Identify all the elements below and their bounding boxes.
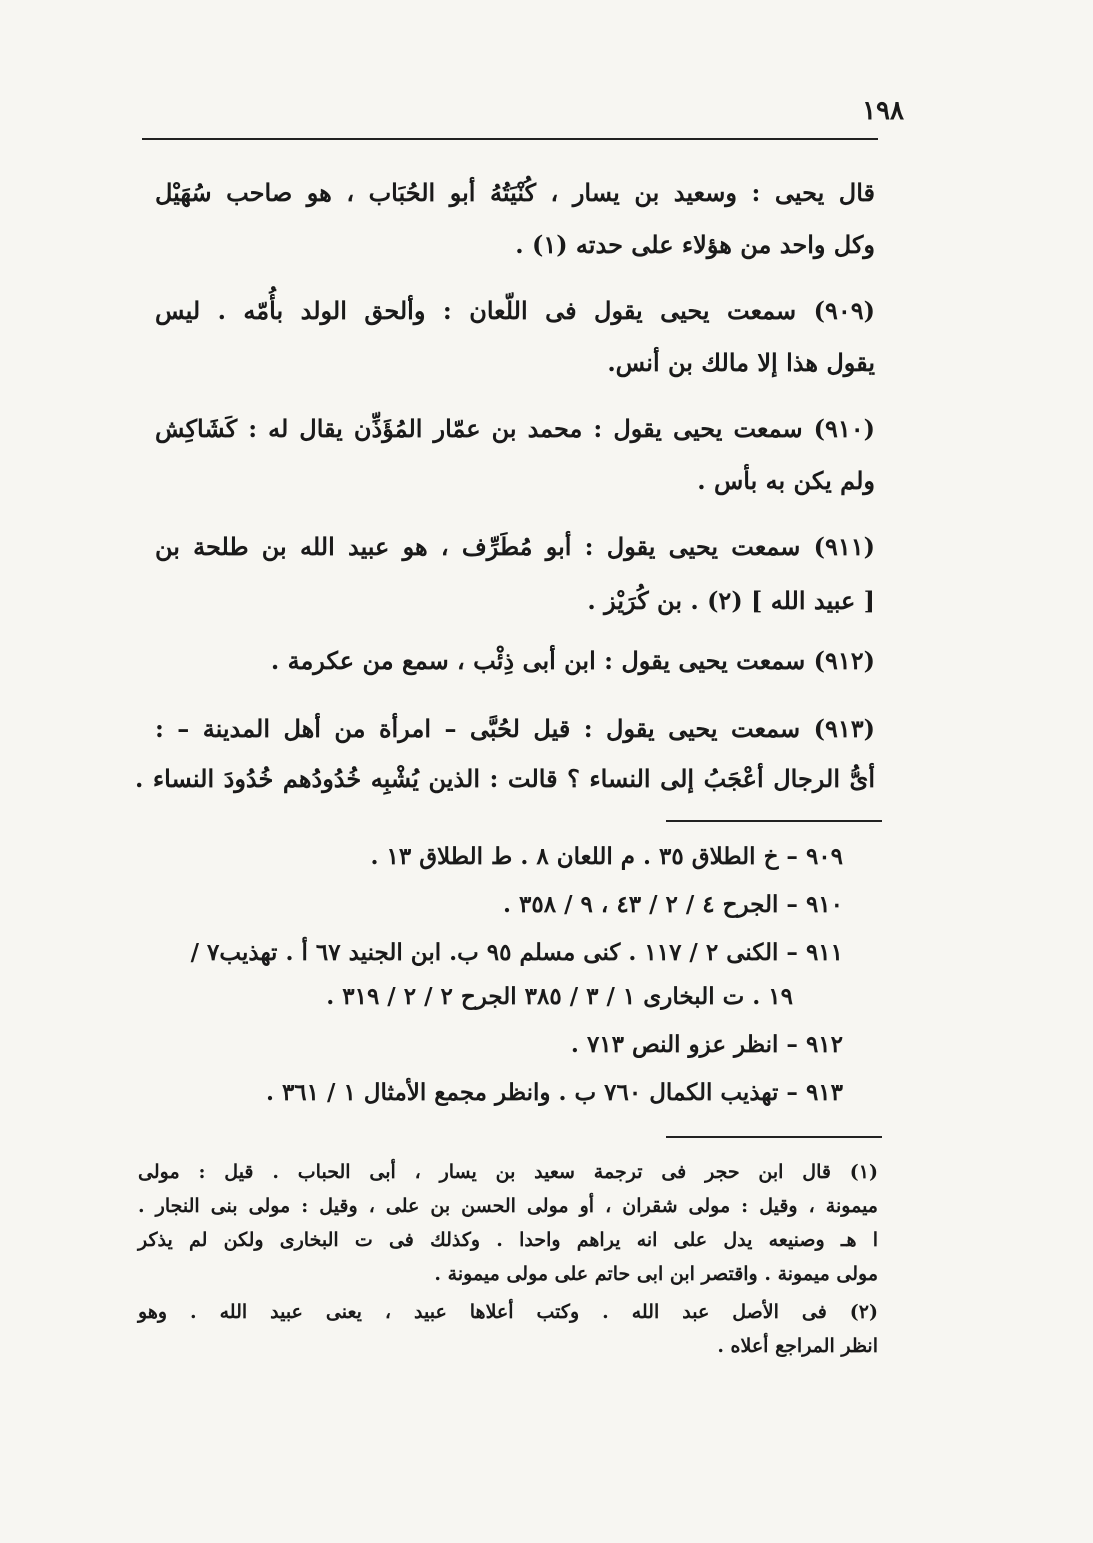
paragraph-line: (٩١١) سمعت يحيى يقول : أبو مُطَرِّف ، هو عبيد الله بن طلحة بن [155, 532, 875, 561]
footnote-line: انظر المراجع أعلاه . [717, 1335, 878, 1357]
paragraph-line: (٩١٢) سمعت يحيى يقول : ابن أبى ذِئْب ، سمع من عكرمة . [270, 646, 875, 675]
header-rule [142, 138, 878, 140]
paragraph-line: أىُّ الرجال أعْجَبُ إلى النساء ؟ قالت : الذين يُشْبِه خُدُودُهم خُدُودَ النساء . [135, 764, 875, 793]
page-number: ١٩٨ [862, 96, 904, 126]
footnote-line: مولى ميمونة . واقتصر ابن ابى حاتم على مولى ميمونة . [434, 1263, 878, 1285]
reference-line: ٩١١ – الكنى ٢ / ١١٧ . كنى مسلم ٩٥ ب. ابن الجنيد ٦٧ أ . تهذيب٧ / [190, 939, 843, 966]
paragraph-line: قال يحيى : وسعيد بن يسار ، كُنْيَتُهُ أبو الحُبَاب ، هو صاحب سُهَيْل [155, 178, 875, 207]
reference-line: ٩١٢ – انظر عزو النص ٧١٣ . [570, 1031, 843, 1058]
paragraph-line: [ عبيد الله ] (٢) . بن كُرَيْز . [587, 586, 875, 615]
reference-line: ٩١٠ – الجرح ٤ / ٢ / ٤٣ ، ٩ / ٣٥٨ . [503, 891, 843, 918]
footnote-line: (٢) فى الأصل عبد الله . وكتب أعلاها عبيد ، يعنى عبيد الله . وهو [138, 1301, 878, 1323]
paragraph-line: يقول هذا إلا مالك بن أنس. [607, 348, 875, 377]
paragraph-line: (٩١٣) سمعت يحيى يقول : قيل لحُبَّى – امرأة من أهل المدينة – : [155, 714, 875, 743]
paragraph-line: (٩٠٩) سمعت يحيى يقول فى اللّعان : وألحق الولد بأُمّه . ليس [155, 296, 875, 325]
footnote-line: ميمونة ، وقيل : مولى شقران ، أو مولى الحسن بن على ، وقيل : مولى بنى النجار . [138, 1195, 878, 1217]
paragraph-line: وكل واحد من هؤلاء على حدته (١) . [515, 230, 875, 259]
footnote-line: (١) قال ابن حجر فى ترجمة سعيد بن يسار ، أبى الحباب . قيل : مولى [138, 1161, 878, 1183]
references-rule [666, 820, 882, 822]
footnotes-rule [666, 1136, 882, 1138]
footnote-line: ا هـ وصنيعه يدل على انه يراهم واحدا . وكذلك فى ت البخارى ولكن لم يذكر [138, 1229, 879, 1251]
reference-line: ١٩ . ت البخارى ١ / ٣ / ٣٨٥ الجرح ٢ / ٢ / ٣١٩ . [326, 983, 793, 1010]
reference-line: ٩١٣ – تهذيب الكمال ٧٦٠ ب . وانظر مجمع الأمثال ١ / ٣٦١ . [265, 1079, 843, 1106]
paragraph-line: (٩١٠) سمعت يحيى يقول : محمد بن عمّار المُؤَذِّن يقال له : كَشَاكِش [155, 414, 875, 443]
paragraph-line: ولم يكن به بأس . [697, 466, 875, 495]
reference-line: ٩٠٩ – خ الطلاق ٣٥ . م اللعان ٨ . ط الطلاق ١٣ . [370, 843, 843, 870]
